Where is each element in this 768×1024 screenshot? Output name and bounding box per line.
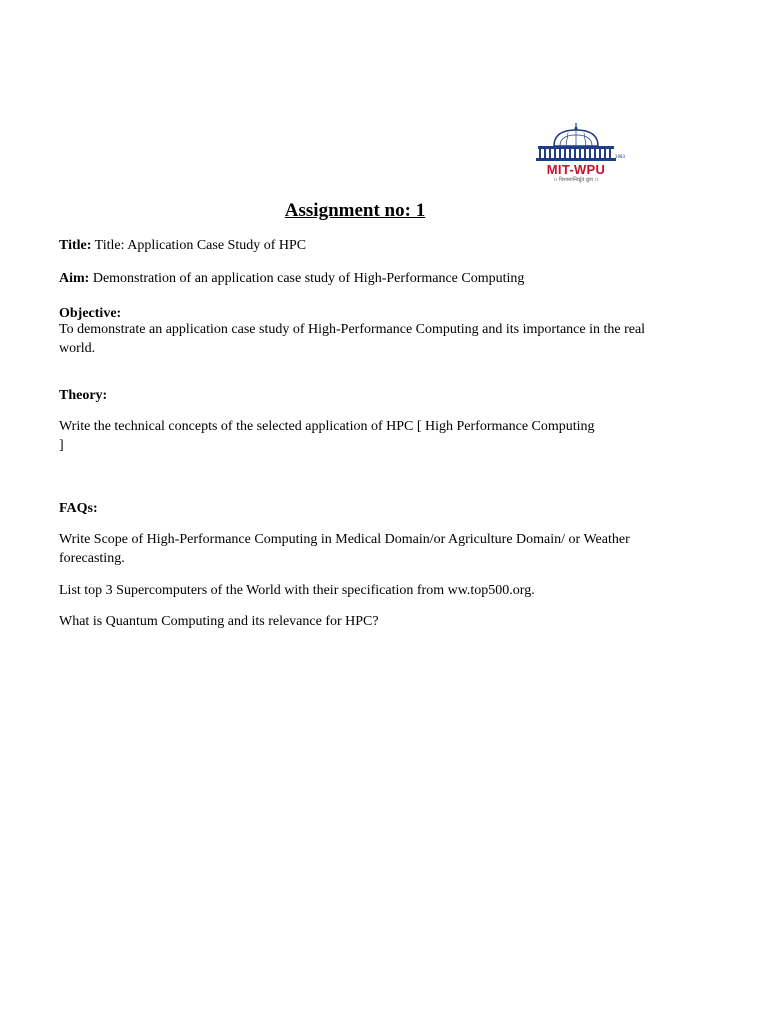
dome-building-icon — [530, 122, 626, 164]
faq-item: List top 3 Supercomputers of the World with their specification from ww.top500.org. — [59, 583, 535, 598]
mit-wpu-logo — [530, 122, 626, 184]
logo-name: MIT-WPU — [546, 162, 606, 177]
faq-item: What is Quantum Computing and its relevance for HPC? — [59, 614, 379, 629]
faq-item: Write Scope of High-Performance Computing in Medical Domain/or Agriculture Domain/ or Weather forecasting. — [59, 532, 630, 566]
title-line — [59, 236, 659, 255]
logo-motto: ।। विश्वशान्तिर्ध्रुवं ध्रुवा ।। — [553, 177, 599, 183]
objective-label: Objective: — [59, 306, 122, 321]
objective-text: To demonstrate an application case study of High-Performance Computing and its importance in the real world. — [59, 322, 646, 356]
assignment-heading: Assignment no: 1 — [284, 200, 426, 221]
theory-label: Theory: — [59, 388, 108, 403]
title-text: Title: Application Case Study of HPC — [94, 238, 307, 253]
aim-line — [59, 269, 659, 288]
title-label: Title: — [59, 238, 92, 253]
theory-text: Write the technical concepts of the selected application of HPC [ High Performance Computing ] — [59, 419, 595, 453]
aim-label: Aim: — [59, 271, 90, 286]
faqs-label: FAQs: — [59, 501, 98, 516]
aim-text: Demonstration of an application case study of High-Performance Computing — [92, 271, 525, 286]
logo-badge: 1983 — [614, 154, 626, 159]
